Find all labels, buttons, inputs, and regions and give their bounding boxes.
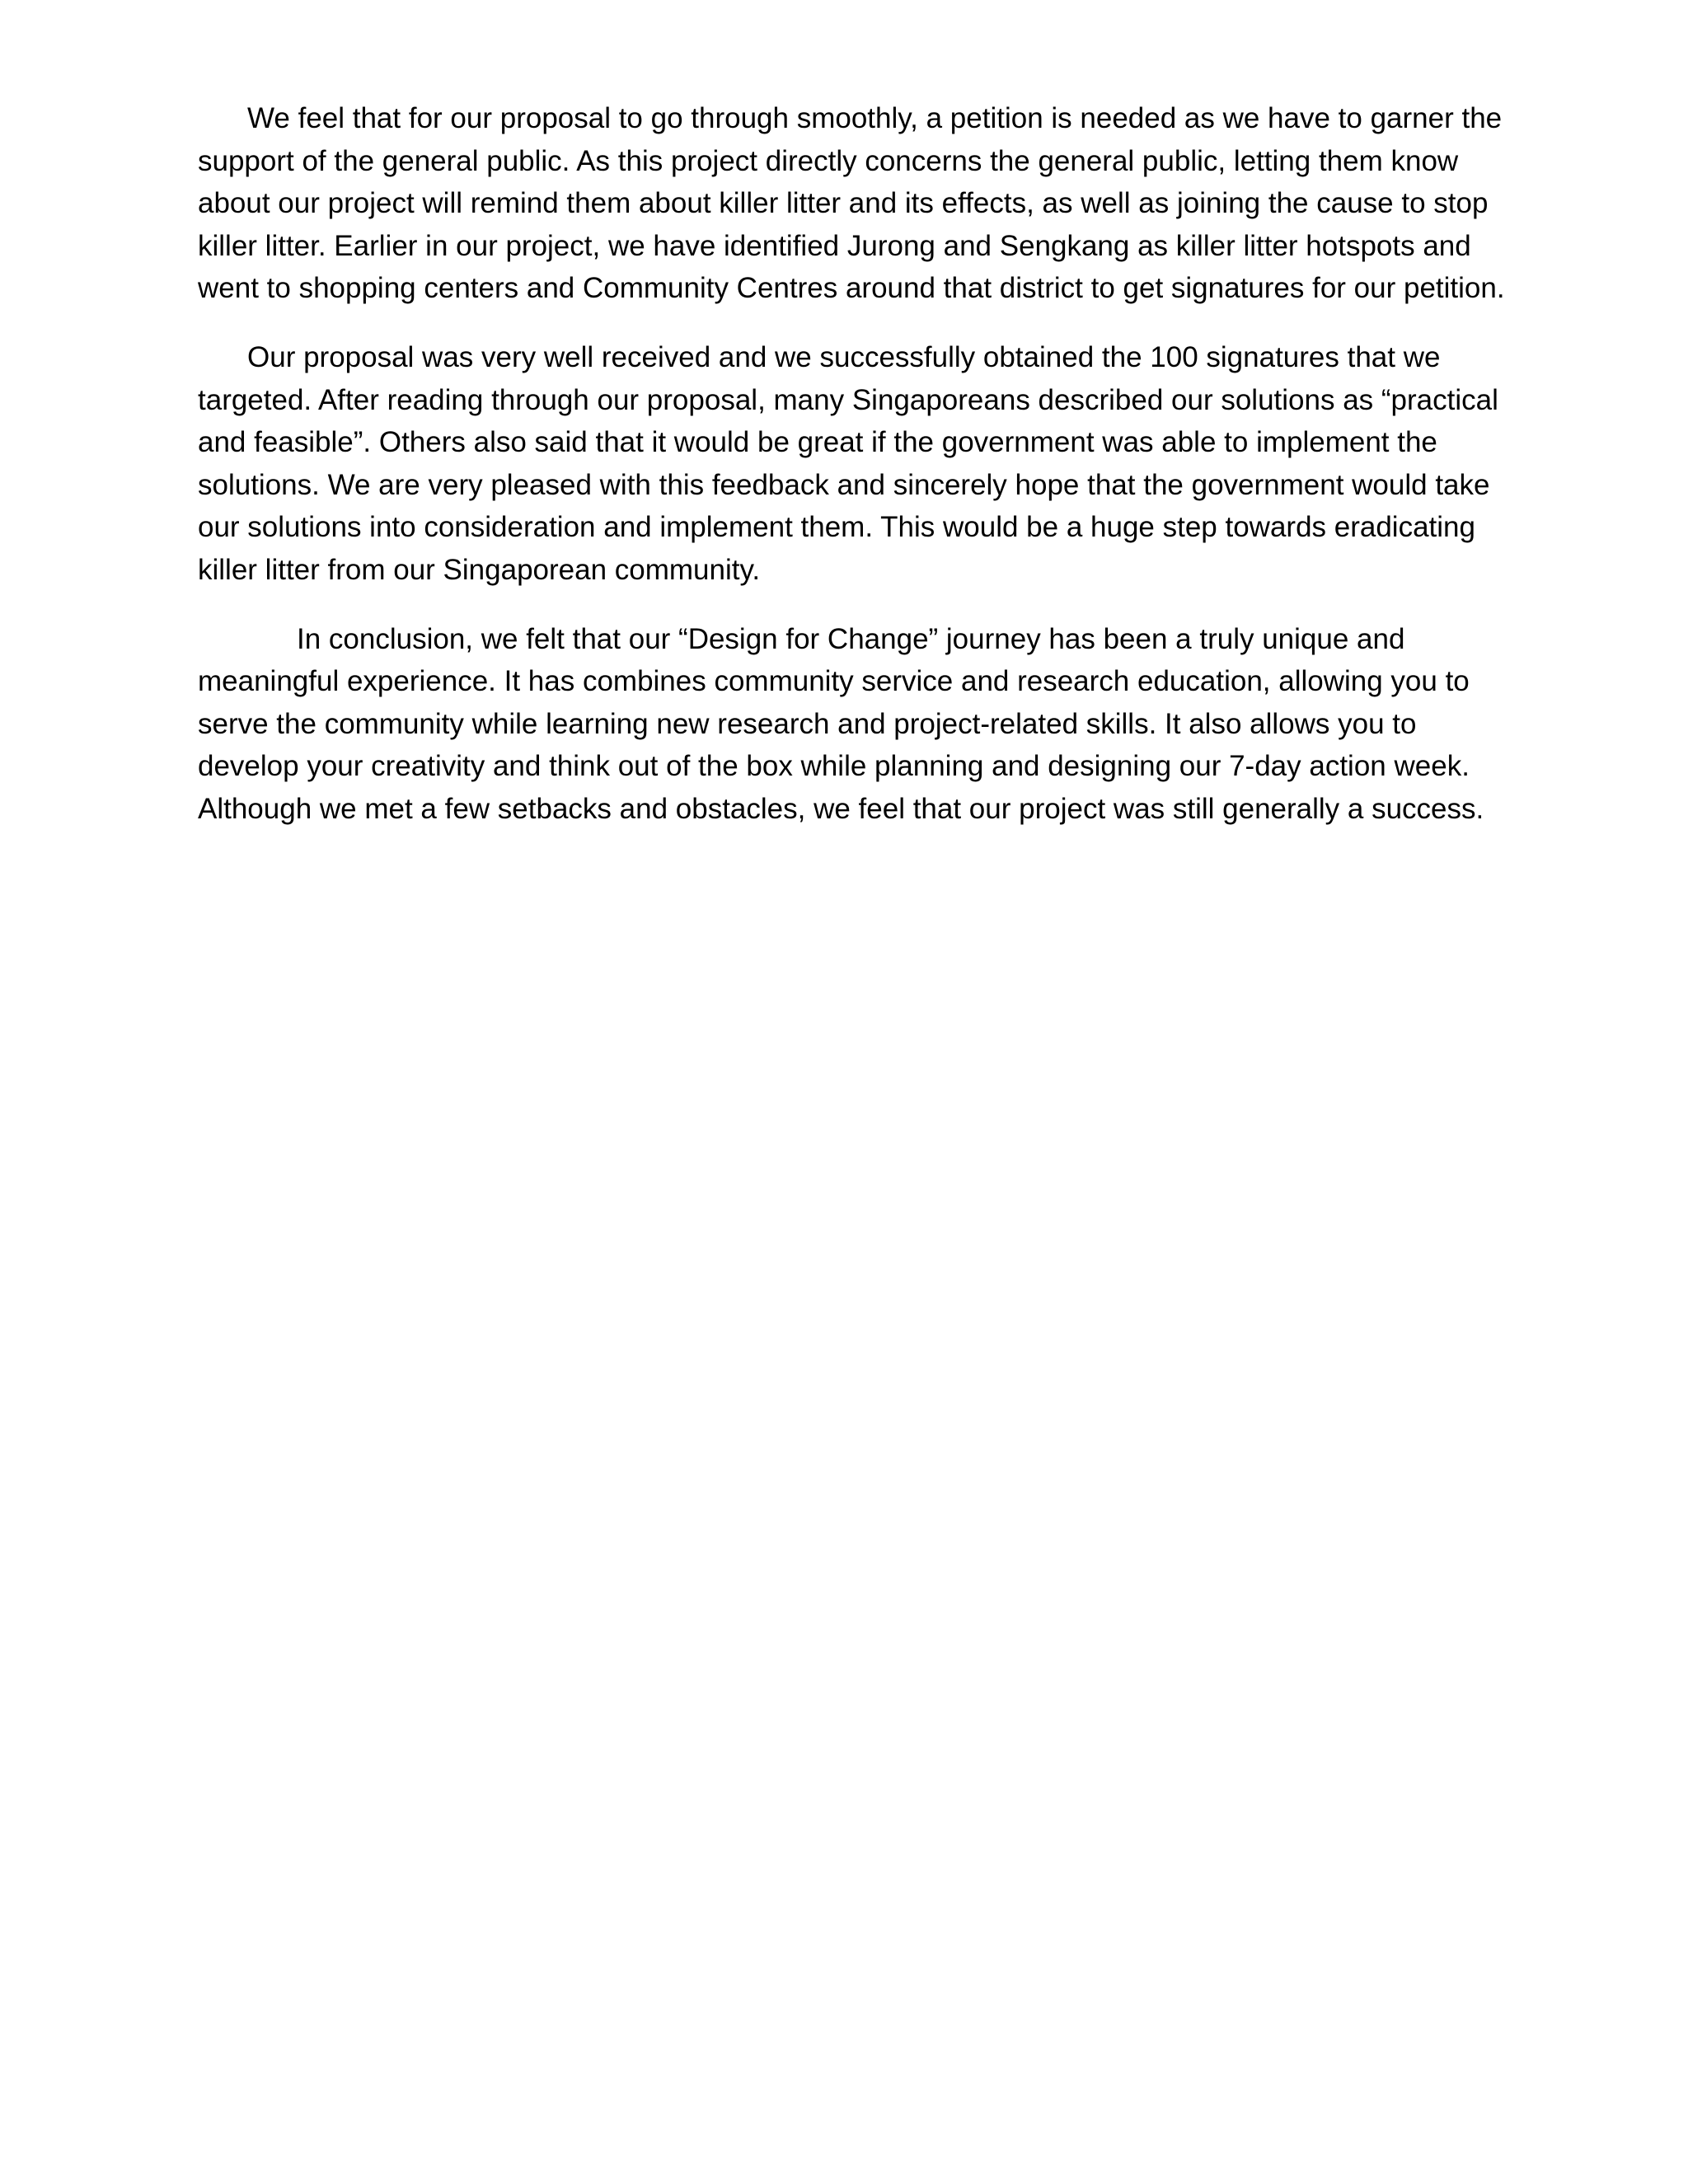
document-page xyxy=(198,97,1508,857)
paragraph-proposal-reception: Our proposal was very well received and we successfully obtained the 100 signatures that we targeted. After reading through our proposal, many Singaporeans described our solutions as “practical and feasible”. Others also said that it would be great if the government was able to implement the solutions. We are very pleased with this feedback and sincerely hope that the government would take our solutions into consideration and implement them. This would be a huge step towards eradicating killer litter from our Singaporean community. xyxy=(198,340,1498,586)
paragraph-petition: We feel that for our proposal to go through smoothly, a petition is needed as we have to garner the support of the general public. As this project directly concerns the general public, letting them know about our project will remind them about killer litter and its effects, as well as joining the cause to stop killer litter. Earlier in our project, we have identified Jurong and Sengkang as killer litter hotspots and went to shopping centers and Community Centres around that district to get signatures for our petition. xyxy=(198,102,1505,305)
paragraph-conclusion: In conclusion, we felt that our “Design for Change” journey has been a truly unique and meaningful experience. It has combines community service and research education, allowing you to serve the community while learning new research and project-related skills. It also allows you to develop your creativity and think out of the box while planning and designing our 7-day action week. Although we met a few setbacks and obstacles, we feel that our project was still generally a success. xyxy=(198,622,1484,825)
